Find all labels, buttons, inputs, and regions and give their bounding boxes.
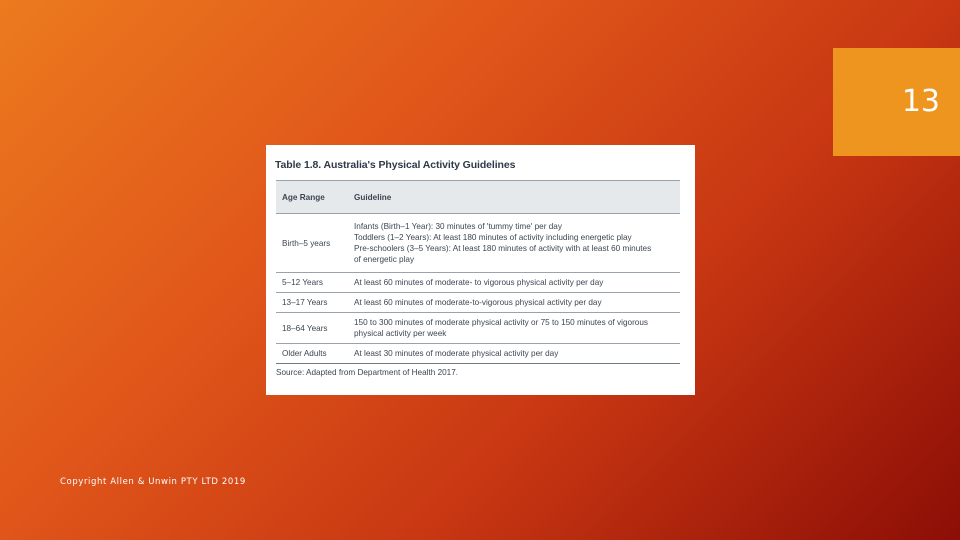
slide-number: 13 [901, 84, 940, 119]
age-cell: 18–64 Years [276, 313, 348, 344]
guideline-line: At least 60 minutes of moderate- to vigorous physical activity per day [354, 278, 604, 287]
age-cell: 13–17 Years [276, 293, 348, 313]
table-row [276, 273, 680, 293]
table-title: Table 1.8. Australia's Physical Activity Guidelines [275, 159, 516, 171]
age-cell: 5–12 Years [276, 273, 348, 293]
table-source-note: Source: Adapted from Department of Health 2017. [276, 368, 459, 377]
guideline-line: 150 to 300 minutes of moderate physical activity or 75 to 150 minutes of vigorous [354, 318, 649, 327]
guidelines-table [276, 180, 680, 364]
guideline-cell [348, 273, 680, 293]
guideline-line: At least 30 minutes of moderate physical activity per day [354, 349, 559, 358]
table-image [266, 145, 695, 395]
table-row [276, 313, 680, 344]
age-cell: Older Adults [276, 344, 348, 364]
guideline-line: Toddlers (1–2 Years): At least 180 minutes of activity including energetic play [354, 233, 632, 242]
table-row [276, 293, 680, 313]
guideline-cell [348, 344, 680, 364]
guideline-line: Infants (Birth–1 Year): 30 minutes of 'tummy time' per day [354, 222, 562, 231]
guideline-cell [348, 313, 680, 344]
guideline-line: physical activity per week [354, 329, 447, 338]
age-cell: Birth–5 years [276, 214, 348, 273]
guideline-line: Pre-schoolers (3–5 Years): At least 180 minutes of activity with at least 60 minutes [354, 244, 652, 253]
slide-number-box [833, 48, 960, 156]
table-header-row [276, 181, 680, 214]
guideline-cell [348, 214, 680, 273]
guideline-line: of energetic play [354, 255, 415, 264]
table-row [276, 214, 680, 273]
table-row [276, 344, 680, 364]
header-guideline: Guideline [348, 181, 680, 214]
header-age-range: Age Range [276, 181, 348, 214]
guideline-cell [348, 293, 680, 313]
guideline-line: At least 60 minutes of moderate-to-vigorous physical activity per day [354, 298, 602, 307]
copyright-notice: Copyright Allen & Unwin PTY LTD 2019 [60, 477, 246, 487]
